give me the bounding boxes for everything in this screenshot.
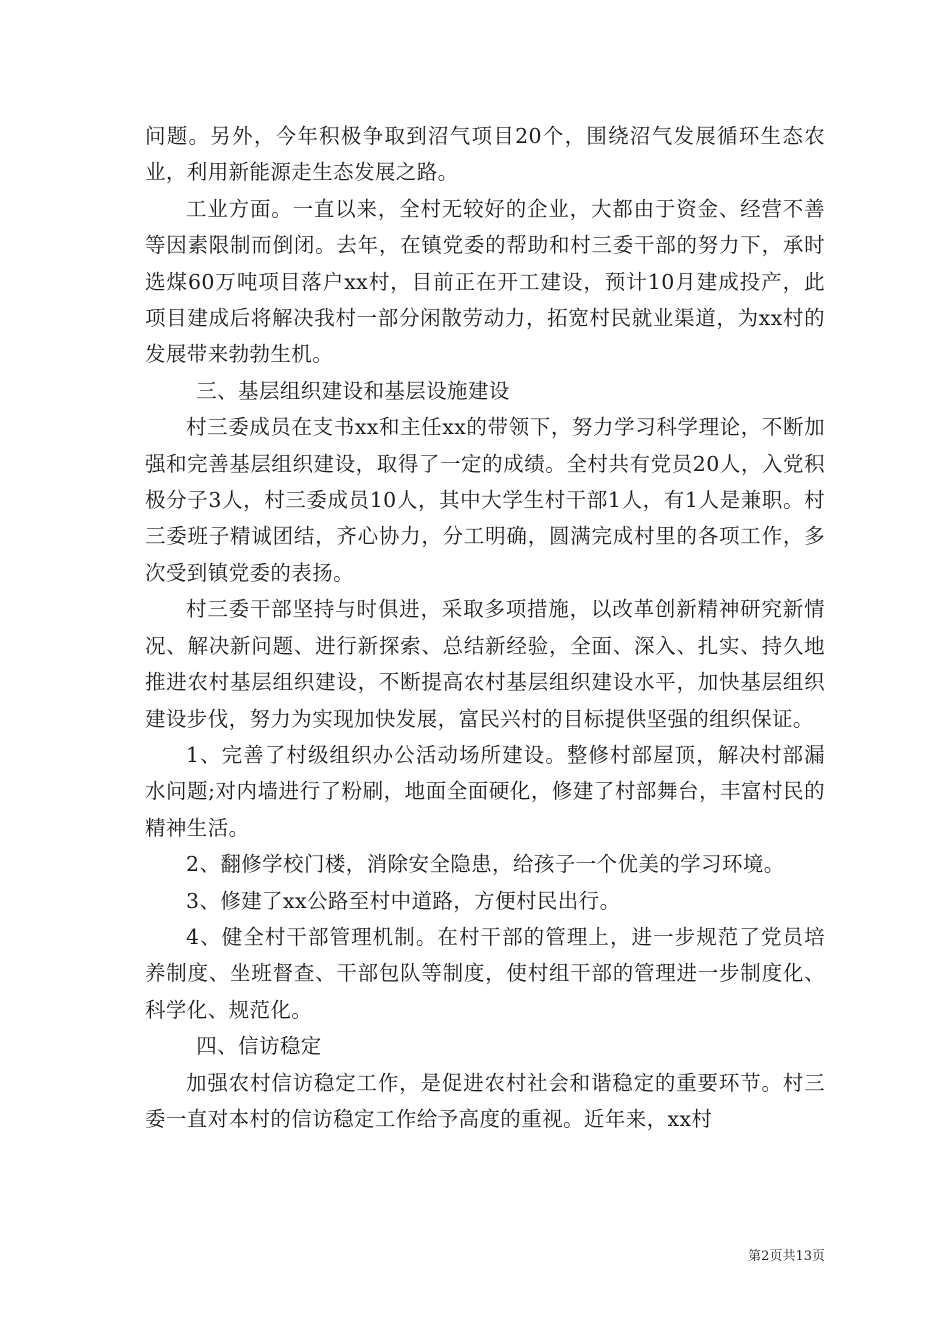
paragraph: 村三委干部坚持与时俱进，采取多项措施，以改革创新精神研究新情况、解决新问题、进行新探索、总结新经验，全面、深入、扎实、持久地推进农村基层组织建设，不断提高农村基层组织建设水平，加快基层组织建设步伐，努力为实现加快发展，富民兴村的目标提供坚强的组织保证。 [145, 597, 825, 731]
section-heading: 四、信访稳定 [196, 1034, 322, 1059]
list-item: 3、修建了xx公路至村中道路，方便村民出行。 [186, 888, 621, 913]
paragraph: 问题。另外，今年积极争取到沼气项目20个，围绕沼气发展循环生态农业，利用新能源走生态发展之路。 [145, 124, 825, 185]
section-heading: 三、基层组织建设和基层设施建设 [196, 378, 510, 403]
document-body [145, 118, 825, 1137]
paragraph: 村三委成员在支书xx和主任xx的带领下，努力学习科学理论，不断加强和完善基层组织建设，取得了一定的成绩。全村共有党员20人，入党积极分子3人，村三委成员10人，其中大学生村干部1人，有1人是兼职。村三委班子精诚团结，齐心协力，分工明确，圆满完成村里的各项工作，多次受到镇党委的表扬。 [145, 415, 825, 585]
paragraph: 加强农村信访稳定工作，是促进农村社会和谐稳定的重要环节。村三委一直对本村的信访稳定工作给予高度的重视。近年来，xx村 [145, 1070, 825, 1131]
list-item: 2、翻修学校门楼，消除安全隐患，给孩子一个优美的学习环境。 [186, 852, 785, 877]
list-item: 4、健全村干部管理机制。在村干部的管理上，进一步规范了党员培养制度、坐班督查、干部包队等制度，使村组干部的管理进一步制度化、科学化、规范化。 [145, 924, 825, 1022]
list-item: 1、完善了村级组织办公活动场所建设。整修村部屋顶，解决村部漏水问题;对内墙进行了粉刷，地面全面硬化，修建了村部舞台，丰富村民的精神生活。 [145, 742, 825, 840]
paragraph: 工业方面。一直以来，全村无较好的企业，大都由于资金、经营不善等因素限制而倒闭。去年，在镇党委的帮助和村三委干部的努力下，承时选煤60万吨项目落户xx村，目前正在开工建设，预计10月建成投产，此项目建成后将解决我村一部分闲散劳动力，拓宽村民就业渠道，为xx村的发展带来勃勃生机。 [145, 196, 825, 367]
page-number: 第2页共13页 [748, 1249, 825, 1264]
